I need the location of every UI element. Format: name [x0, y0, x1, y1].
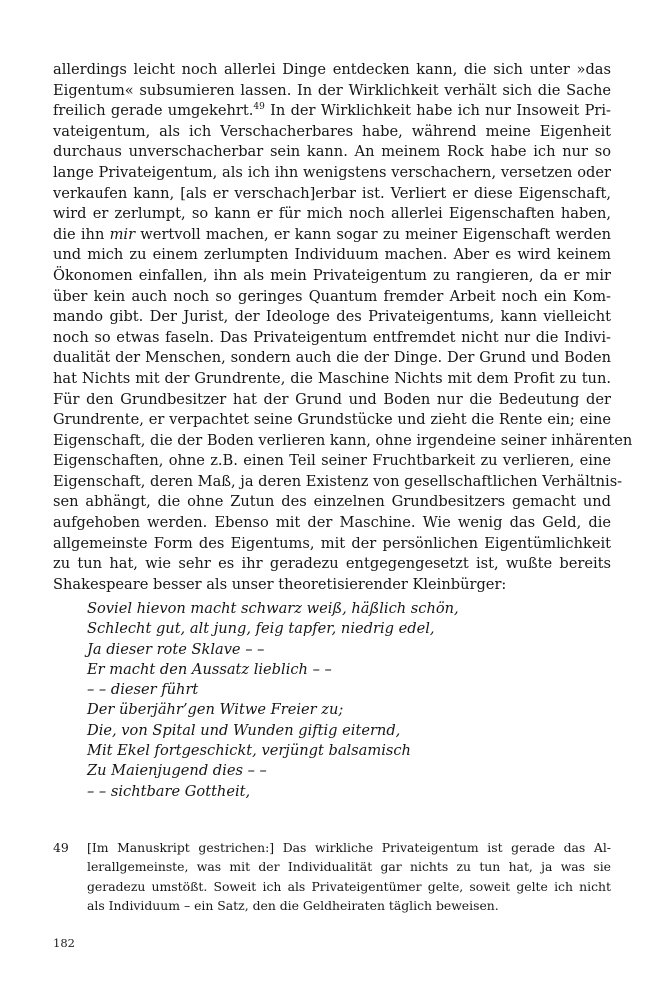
text-line: dualität der Menschen, sondern auch die der Dinge. Der Grund und Boden	[53, 349, 611, 367]
text-line: vateigentum, als ich Verschacherbares habe, während meine Eigenheit	[53, 122, 611, 140]
text-line: mando gibt. Der Jurist, der Ideologe des Privateigentums, kann vielleicht	[53, 308, 611, 326]
text-line: Eigenschaft, die der Boden verlieren kann, ohne irgendeine seiner inhärenten	[53, 431, 633, 449]
verse-line: Schlecht gut, alt jung, feig tapfer, niedrig edel,	[87, 620, 435, 638]
text-line: Eigentum« subsumieren lassen. In der Wirklichkeit verhält sich die Sache	[53, 81, 611, 99]
text-line: und mich zu einem zerlumpten Individuum machen. Aber es wird keinem	[53, 246, 611, 264]
footnote-number: 49	[53, 840, 69, 855]
body-paragraph	[53, 60, 633, 595]
verse-line: Der überjähr’gen Witwe Freier zu;	[87, 701, 344, 719]
text-segment: die ihn	[53, 225, 110, 243]
text-line: zu tun hat, wie sehr es ihr geradezu entgegengesetzt ist, wußte bereits	[53, 555, 611, 573]
text-line	[53, 225, 611, 246]
text-segment: In der Wirklichkeit habe ich nur Insoweit Pri-	[264, 102, 611, 120]
text-line	[53, 101, 611, 122]
text-line: noch so etwas faseln. Das Privateigentum entfremdet nicht nur die Indivi-	[53, 328, 611, 346]
emphasis-text: mir	[109, 225, 136, 243]
text-line: aufgehoben werden. Ebenso mit der Maschine. Wie wenig das Geld, die	[53, 514, 611, 532]
text-line: Eigenschaften, ohne z.B. einen Teil seiner Fruchtbarkeit zu verlieren, eine	[53, 452, 611, 470]
footnote-reference[interactable]: 49	[253, 102, 265, 113]
text-line: lange Privateigentum, als ich ihn wenigstens verschachern, versetzen oder	[53, 163, 611, 181]
text-line: verkaufen kann, [als er verschach]erbar ist. Verliert er diese Eigenschaft,	[53, 184, 611, 202]
footnote-line: als Individuum – ein Satz, den die Geldheiraten täglich beweisen.	[87, 898, 499, 914]
page-number: 182	[53, 936, 75, 950]
verse-line: – – dieser führt	[87, 681, 199, 699]
text-line: Shakespeare besser als unser theoretisierender Kleinbürger:	[53, 575, 507, 593]
verse-line: Ja dieser rote Sklave – –	[87, 640, 265, 658]
text-line: hat Nichts mit der Grundrente, die Maschine Nichts mit dem Profit zu tun.	[53, 369, 611, 387]
verse-line: Er macht den Aussatz lieblich – –	[87, 660, 332, 678]
footnote-line: lerallgemeinste, was mit der Individualität gar nichts zu tun hat, ja was sie	[87, 859, 611, 875]
text-line: durchaus unverschacherbar sein kann. An meinem Rock habe ich nur so	[53, 143, 611, 161]
verse-line: Zu Maienjugend dies – –	[87, 762, 267, 780]
text-line: Eigenschaft, deren Maß, ja deren Existenz von gesellschaftlichen Verhältnis-	[53, 472, 623, 490]
text-line: über kein auch noch so geringes Quantum fremder Arbeit noch ein Kom-	[53, 287, 611, 305]
footnote-line: [Im Manuskript gestrichen:] Das wirkliche Privateigentum ist gerade das Al-	[87, 840, 611, 855]
footnote-line: geradezu umstößt. Soweit ich als Privateigentümer gelte, soweit gelte ich nicht	[87, 878, 611, 894]
footnote-text	[87, 838, 611, 916]
verse-line: Die, von Spital und Wunden giftig eiternd,	[87, 721, 401, 739]
verse-quotation	[87, 599, 607, 802]
text-line: sen abhängt, die ohne Zutun des einzelnen Grundbesitzers gemacht und	[53, 493, 611, 511]
text-line: wird er zerlumpt, so kann er für mich noch allerlei Eigenschaften haben,	[53, 205, 611, 223]
text-segment: freilich gerade umgekehrt.	[53, 102, 254, 120]
text-line: Für den Grundbesitzer hat der Grund und Boden nur die Bedeutung der	[53, 390, 611, 408]
text-line: allgemeinste Form des Eigentums, mit der persönlichen Eigentümlichkeit	[53, 534, 611, 552]
verse-line: Soviel hievon macht schwarz weiß, häßlich schön,	[87, 600, 459, 617]
text-line: Ökonomen einfallen, ihn als mein Privateigentum zu rangieren, da er mir	[53, 266, 611, 284]
verse-line: Mit Ekel fortgeschickt, verjüngt balsamisch	[87, 742, 411, 760]
verse-line: – – sichtbare Gottheit,	[87, 782, 251, 800]
text-line: allerdings leicht noch allerlei Dinge entdecken kann, die sich unter »das	[53, 61, 611, 78]
text-line: Grundrente, er verpachtet seine Grundstücke und zieht die Rente ein; eine	[53, 411, 611, 429]
text-segment: wertvoll machen, er kann sogar zu meiner Eigenschaft werden	[135, 225, 612, 243]
